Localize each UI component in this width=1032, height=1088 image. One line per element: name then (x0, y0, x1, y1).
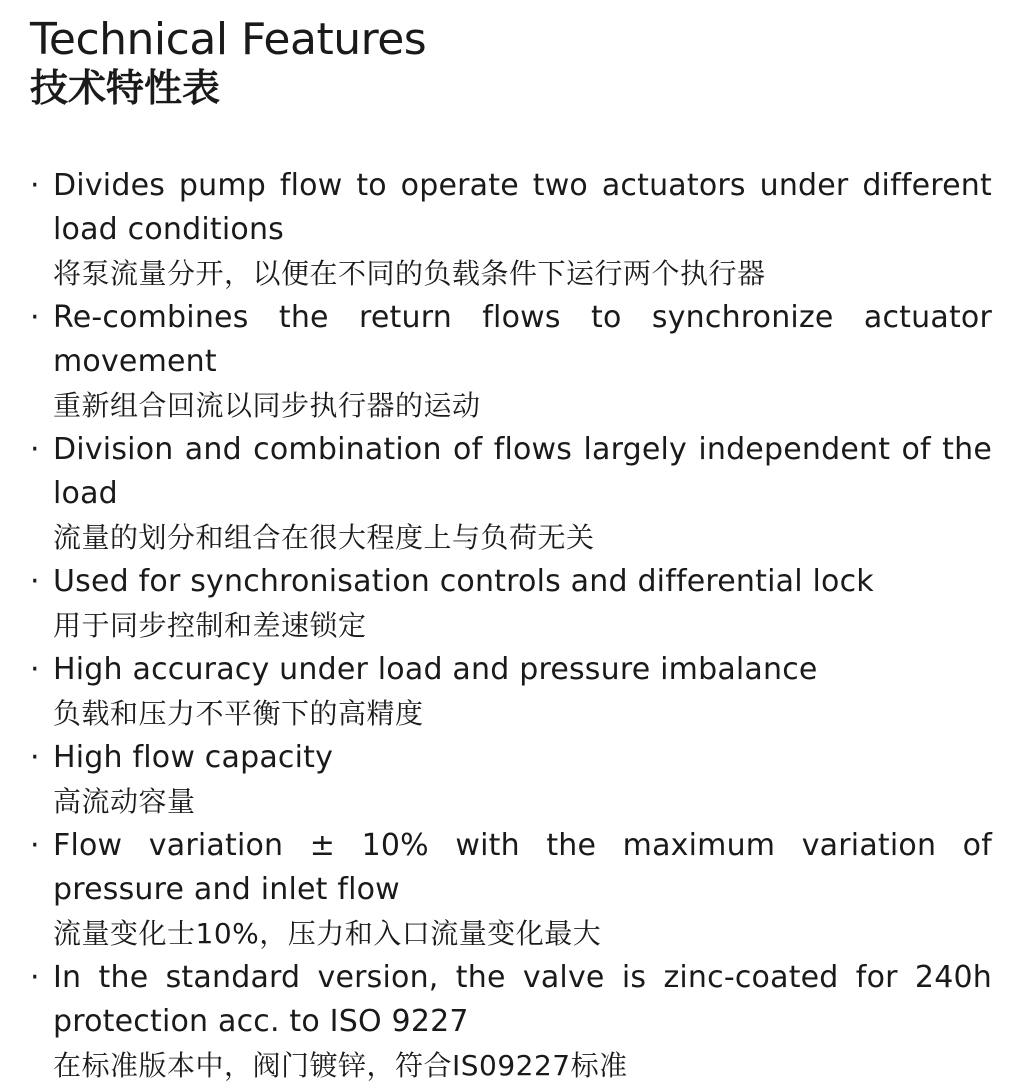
bullet-dot-icon: · (30, 828, 40, 863)
feature-text-english: Divides pump flow to operate two actuators under different load conditions (53, 168, 992, 247)
feature-item-recombines-flow (30, 296, 992, 427)
bullet-dot-icon: · (30, 300, 40, 335)
bullet-dot-icon: · (30, 564, 40, 599)
feature-item-flow-variation (30, 824, 992, 955)
feature-text-english: Division and combination of flows largely independent of the load (53, 432, 992, 511)
feature-text-english: Flow variation ± 10% with the maximum variation of pressure and inlet flow (53, 828, 992, 907)
feature-list (30, 164, 992, 1088)
technical-features-sheet (30, 14, 992, 1082)
feature-text-english: Re-combines the return flows to synchronize actuator movement (53, 300, 992, 379)
feature-text-english: High flow capacity (53, 740, 334, 775)
feature-text-chinese: 负载和压力不平衡下的高精度 (53, 697, 424, 730)
page-title-english: Technical Features (30, 14, 427, 65)
feature-text-english: In the standard version, the valve is zinc-coated for 240h protection acc. to ISO 9227 (53, 960, 992, 1039)
page-title-chinese: 技术特性表 (30, 66, 221, 110)
feature-text-english: High accuracy under load and pressure imbalance (53, 652, 818, 687)
bullet-dot-icon: · (30, 740, 40, 775)
feature-item-zinc-coated (30, 956, 992, 1087)
feature-item-load-independent (30, 428, 992, 559)
feature-item-high-flow (30, 736, 992, 823)
feature-text-chinese: 用于同步控制和差速锁定 (53, 609, 367, 642)
bullet-dot-icon: · (30, 168, 40, 203)
bullet-dot-icon: · (30, 432, 40, 467)
feature-text-chinese: 流量变化士10%，压力和入口流量变化最大 (53, 917, 602, 950)
feature-item-divides-flow (30, 164, 992, 295)
feature-text-chinese: 重新组合回流以同步执行器的运动 (53, 389, 481, 422)
feature-text-chinese: 流量的划分和组合在很大程度上与负荷无关 (53, 521, 595, 554)
feature-text-english: Used for synchronisation controls and differential lock (53, 564, 874, 599)
feature-text-chinese: 将泵流量分开，以便在不同的负载条件下运行两个执行器 (53, 257, 766, 290)
bullet-dot-icon: · (30, 652, 40, 687)
feature-text-chinese: 高流动容量 (53, 785, 196, 818)
feature-item-high-accuracy (30, 648, 992, 735)
feature-item-synchronisation (30, 560, 992, 647)
bullet-dot-icon: · (30, 960, 40, 995)
feature-text-chinese: 在标准版本中，阀门镀锌，符合IS09227标准 (53, 1049, 628, 1082)
